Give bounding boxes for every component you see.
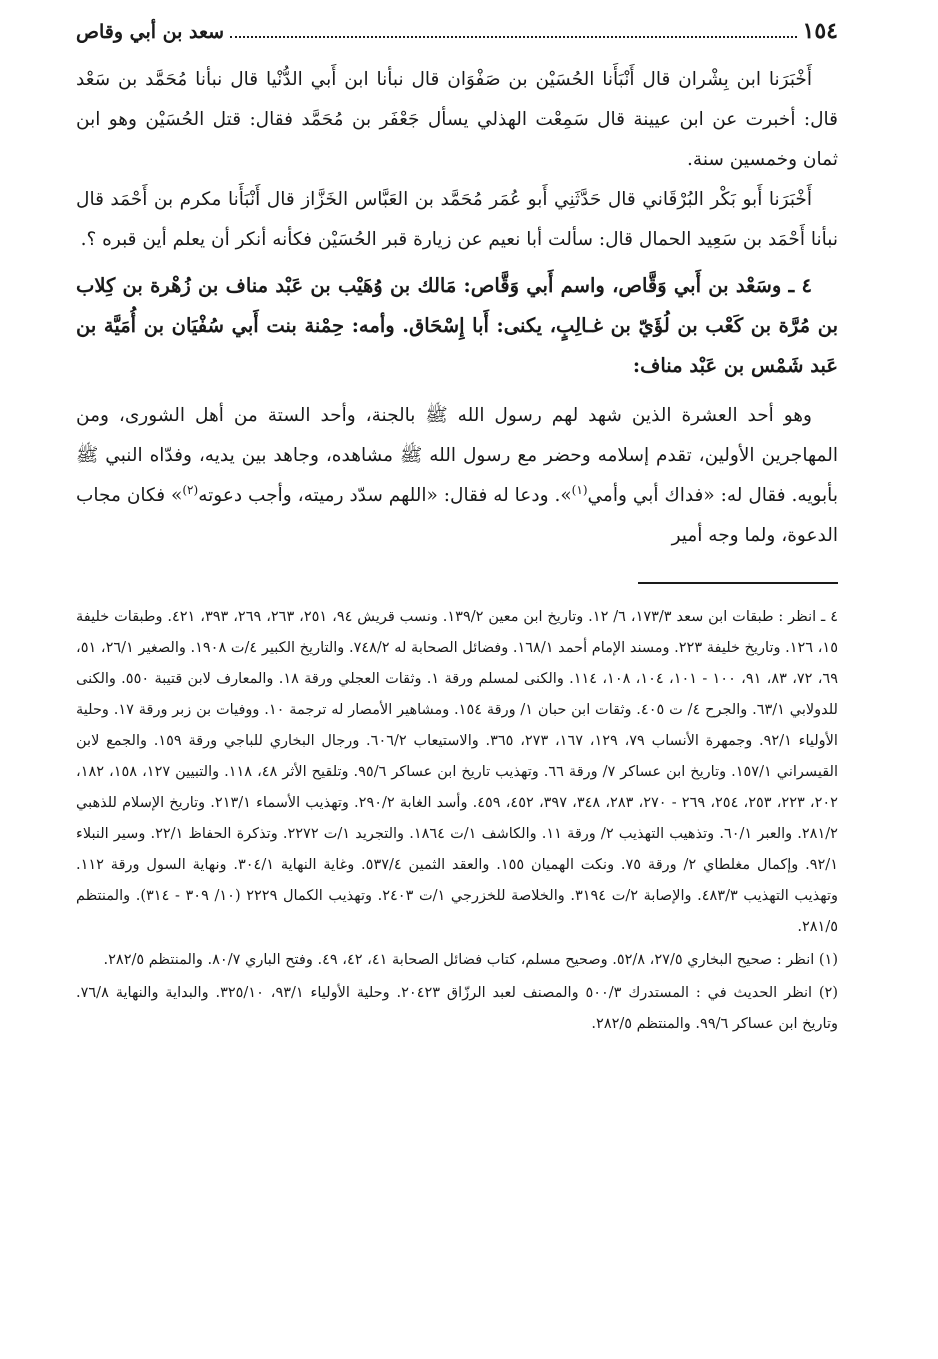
body-text: » فكان مجاب الدعوة، ولما وجه أمير — [76, 485, 838, 546]
narration-paragraph: أَخْبَرَنا ابن بِشْران قال أَنْبَأَنا الحُسَيْن بن صَفْوَان قال نبأنا ابن أَبي الدُّنْيا قال نبأنا مُحَمَّد بن سَعْد قال: أخبرت عن ابن عيينة قال سَمِعْت الهذلي يسأل جَعْفَر بن مُحَمَّد فقال: قتل الحُسَيْن وهو ابن ثمان وخمسين سنة. — [76, 69, 838, 170]
footnote-separator — [638, 582, 838, 584]
narration-paragraph: أَخْبَرَنا أَبو بَكْر البُرْقَاني قال حَدَّثَنِي أَبو عُمَر مُحَمَّد بن العَبَّاس الخَزَّاز قال أَنْبَأَنا مكرم بن أَحْمَد قال نبأنا أَحْمَد بن سَعِيد الحمال قال: سألت أبا نعيم عن زيارة قبر الحُسَيْن فكأنه أنكر أن يعلم أين قبره ؟. — [76, 189, 838, 250]
biography-entry-heading — [76, 266, 838, 386]
main-text — [76, 60, 838, 556]
running-title: سعد بن أبي وقاص — [76, 21, 225, 43]
running-header — [76, 18, 838, 60]
footnote-ref-1: (١) انظر : صحيح البخاري ٢٧/٥، ٥٢/٨. وصحيح مسلم، كتاب فضائل الصحابة ٤١، ٤٢، ٤٩. وفتح الباري ٨٠/٧. والمنتظم ٢٨٢/٥. — [103, 952, 838, 968]
entry-number: ٤ — [801, 274, 812, 297]
page-number: ١٥٤ — [802, 18, 838, 44]
body-text: ». ودعا له فقال: «اللهم سدّد رميته، وأجب دعوته — [198, 485, 572, 506]
body-text: وهو أحد العشرة الذين شهد لهم رسول الله ﷺ بالجنة، وأحد الستة من أهل الشورى، ومن المهاجرين الأولين، تقدم إسلامه وحضر مع رسول الله ﷺ مشاهده، وجاهد بين يديه، وفدّاه النبي ﷺ بأبويه. فقال له: «فداك أبي وأمي — [76, 405, 838, 506]
footnote-marker: (٢) — [182, 482, 199, 497]
header-dotted-leader — [230, 36, 796, 38]
entry-text: ـ وسَعْد بن أَبي وَقَّاص، واسم أَبي وَقَّاص: مَالك بن وُهَيْب بن عَبْد مناف بن زُهْرة بن كِلاب بن مُرَّة بن كَعْب بن لُؤَيّ بن غـالِبٍ، يكنى: أَبا إِسْحَاق. وأمه: حِمْنة بنت أَبي سُفْيَان بن أُمَيَّة بن عَبد شَمْس بن عَبْد مناف: — [76, 274, 838, 377]
footnote-marker: (١) — [571, 482, 588, 497]
footnote-main: ٤ ـ انظر : طبقات ابن سعد ١٧٣/٣، ٦/ ١٢. وتاريخ ابن معين ١٣٩/٢. ونسب قريش ٩٤، ٢٥١، ٢٦٣، ٢٦٩، ٣٩٣، ٤٢١. وطبقات خليفة ١٥، ١٢٦. وتاريخ خليفة ٢٢٣. ومسند الإمام أحمد ١٦٨/١. وفضائل الصحابة له ٧٤٨/٢. والتاريخ الكبير ٤/ت ١٩٠٨. والصغير ٢٦/١، ٥١، ٦٩، ٧٢، ٨٣، ٩١، ١٠٠ - ١٠١، ١٠٤، ١٠٨، ١١٤. والكنى لمسلم ورقة ١. وثقات العجلي ورقة ١٨. والمعارف لابن قتيبة ٥٥٠. والكنى للدولابي ٦٣/١. والجرح ٤/ ت ٤٠٥. وثقات ابن حبان ١/ ورقة ١٥٤. ومشاهير الأمصار له ترجمة ١٠. ووفيات بن زبر ورقة ١٧. وحلية الأولياء ٩٢/١. وجمهرة الأنساب ٧٩، ١٢٩، ١٦٧، ٢٧٣، ٣٦٥. والاستيعاب ٦٠٦/٢. ورجال البخاري للباجي ورقة ١٥٩. والجمع لابن القيسراني ١٥٧/١. وتاريخ ابن عساكر ٧/ ورقة ٦٦. وتهذيب تاريخ ابن عساكر ٩٥/٦. وتلقيح الأثر ٤٨، ١١٨. والتبيين ١٢٧، ١٥٨، ١٨٢، ٢٠٢، ٢٢٣، ٢٥٣، ٢٥٤، ٢٦٩ - ٢٧٠، ٢٨٣، ٣٤٨، ٣٩٧، ٤٥٢، ٤٥٩. وأسد الغابة ٢٩٠/٢. وتهذيب الأسماء ٢١٣/١. وتاريخ الإسلام للذهبي ٢٨١/٢. والعبر ٦٠/١. وتذهيب التهذيب ٢/ ورقة ١١. والكاشف ١/ت ١٨٦٤. والتجريد ١/ت ٢٢٧٢. وتذكرة الحفاظ ٢٢/١. وسير النبلاء ٩٢/١. وإكمال مغلطاي ٢/ ورقة ٧٥. ونكت الهميان ١٥٥. والعقد الثمين ٥٣٧/٤. وغاية النهاية ٣٠٤/١. ونهاية السول ورقة ١١٢. وتهذيب التهذيب ٤٨٣/٣. والإصابة ٢/ت ٣١٩٤. والخلاصة للخزرجي ١/ت ٢٤٠٣. وتهذيب الكمال ٢٢٢٩ (١٠/ ٣٠٩ - ٣١٤). والمنتظم ٢٨١/٥. — [76, 609, 838, 935]
biography-paragraph — [76, 396, 838, 556]
footnotes — [76, 602, 838, 1040]
footnote-ref-2: (٢) انظر الحديث في : المستدرك ٥٠٠/٣ والمصنف لعبد الرزّاق ٢٠٤٢٣. وحلية الأولياء ٩٣/١، ٣٢٥/١٠. والبداية والنهاية ٧٦/٨. وتاريخ ابن عساكر ٩٩/٦. والمنتظم ٢٨٢/٥. — [76, 985, 839, 1032]
